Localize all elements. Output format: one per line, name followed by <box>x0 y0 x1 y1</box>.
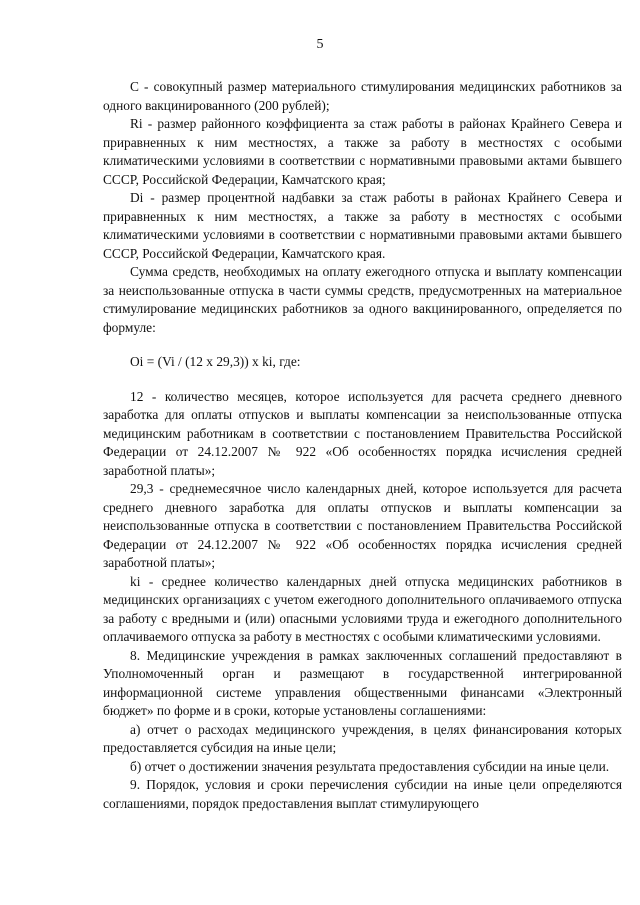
paragraph-12-months: 12 - количество месяцев, которое используется для расчета среднего дневного заработка для оплаты отпусков и выплаты компенсации за неиспользованные отпуска медицинским работникам в соответствии с постановлением Правительства Российской Федерации от 24.12.2007 № 922 «Об особенностях порядка исчисления средней заработной платы»; <box>103 388 622 478</box>
paragraph-item-8a: а) отчет о расходах медицинского учреждения, в целях финансирования которых предоставляется субсидия на иные цели; <box>103 721 622 755</box>
formula-oi: Oi = (Vi / (12 х 29,3)) х ki, где: <box>130 354 301 369</box>
paragraph-ri-definition: Ri - размер районного коэффициента за стаж работы в районах Крайнего Севера и приравненных к ним местностях, а также за работу в местностях с особыми климатическими условиями в соответствии с нормативными правовыми актами бывшего СССР, Российской Федерации, Камчатского края; <box>103 116 622 187</box>
paragraph-item-8b: б) отчет о достижении значения результата предоставления субсидии на иные цели. <box>130 758 610 774</box>
paragraph-c-definition: С - совокупный размер материального стимулирования медицинских работников за одного вакцинированного (200 рублей); <box>103 79 622 113</box>
paragraph-ki-definition: ki - среднее количество календарных дней отпуска медицинских работников в медицинских организациях с учетом ежегодного дополнительного оплачиваемого отпуска за работу с вредными и (или) опасными условиями труда и ежегодного дополнительного оплачиваемого отпуска за работу в местностях с особыми климатическими условиями. <box>103 573 622 644</box>
paragraph-item-9: 9. Порядок, условия и сроки перечисления субсидии на иные цели определяются соглашениями, порядок предоставления выплат стимулирующего <box>103 777 622 811</box>
paragraph-di-definition: Di - размер процентной надбавки за стаж работы в районах Крайнего Севера и приравненных к ним местностях, а также за работу в местностях с особыми климатическими условиями в соответствии с нормативными правовыми актами бывшего СССР, Российской Федерации, Камчатского края. <box>103 190 622 261</box>
paragraph-vacation-sum: Сумма средств, необходимых на оплату ежегодного отпуска и выплату компенсации за неиспользованные отпуска в части суммы средств, предусмотренных на материальное стимулирование медицинских работников за одного вакцинированного, определяется по формуле: <box>103 264 622 335</box>
page-number: 5 <box>316 37 324 52</box>
paragraph-item-8: 8. Медицинские учреждения в рамках заключенных соглашений предоставляют в Уполномоченный орган и размещают в государственной интегрированной информационной системе управления общественными финансами «Электронный бюджет» по форме и в сроки, которые установлены соглашениями: <box>103 647 622 718</box>
paragraph-29-3-days: 29,3 - среднемесячное число календарных дней, которое используется для расчета среднего дневного заработка для оплаты отпусков и выплаты компенсации за неиспользованные отпуска в соответствии с постановлением Правительства Российской Федерации от 24.12.2007 № 922 «Об особенностях порядка исчисления средней заработной платы»; <box>103 481 622 570</box>
document-body <box>103 78 622 813</box>
